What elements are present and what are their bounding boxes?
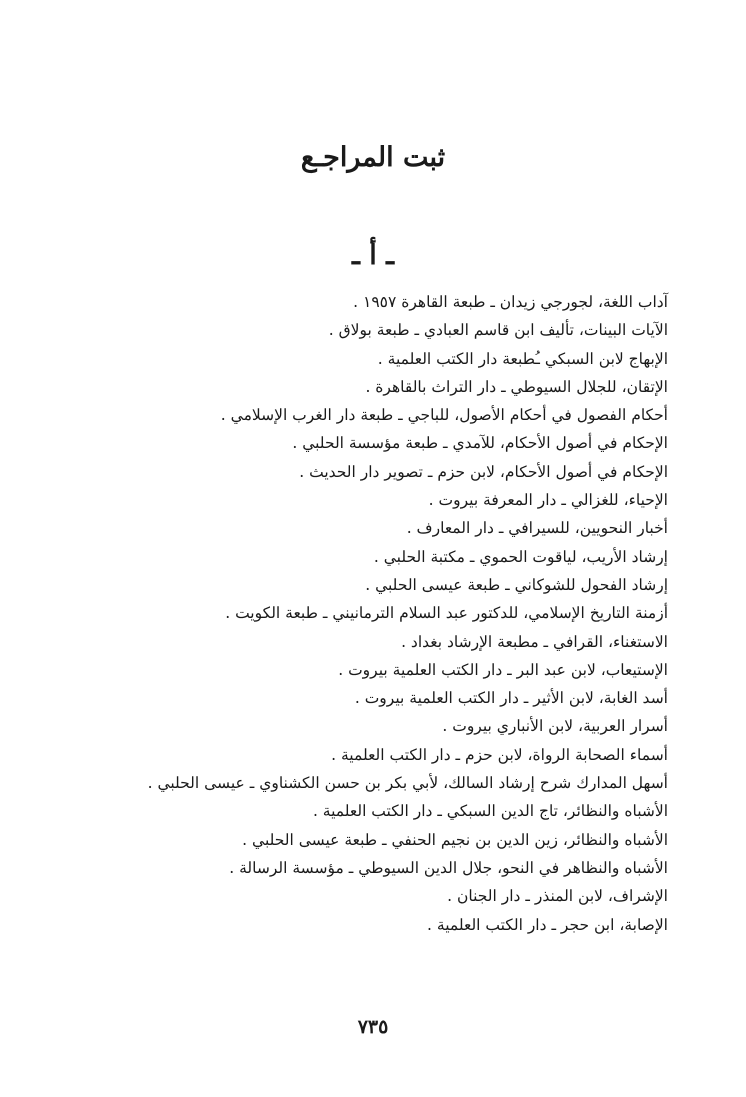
reference-entry: أحكام الفصول في أحكام الأصول، للباجي ـ طبعة دار الغرب الإسلامي . xyxy=(220,406,668,425)
section-letter-heading: ـ أ ـ xyxy=(351,240,395,271)
reference-entry: أسرار العربية، لابن الأنباري بيروت . xyxy=(442,717,668,736)
reference-entry: آداب اللغة، لجورجي زيدان ـ طبعة القاهرة ١٩٥٧ . xyxy=(353,293,668,311)
reference-entry: الاستغناء، القرافي ـ مطبعة الإرشاد بغداد . xyxy=(401,632,668,651)
reference-entry: الإحياء، للغزالي ـ دار المعرفة بيروت . xyxy=(428,491,668,510)
reference-entry: الإشراف، لابن المنذر ـ دار الجنان . xyxy=(447,887,668,906)
reference-entry: الأشباه والنظائر، تاج الدين السبكي ـ دار الكتب العلمية . xyxy=(312,802,668,821)
reference-entry: إرشاد الفحول للشوكاني ـ طبعة عيسى الحلبي . xyxy=(365,575,668,594)
reference-entry: الأشباه والنظاهر في النحو، جلال الدين السيوطي ـ مؤسسة الرسالة . xyxy=(229,858,668,877)
reference-entry: الآيات البينات، تأليف ابن قاسم العبادي ـ طبعة بولاق . xyxy=(328,321,668,340)
reference-entry: الإحكام في أصول الأحكام، للآمدي ـ طبعة مؤسسة الحلبي . xyxy=(292,434,668,453)
reference-entry: الإبهاج لابن السبكي ـُطبعة دار الكتب العلمية . xyxy=(377,349,668,368)
reference-entry: إرشاد الأريب، لياقوت الحموي ـ مكتبة الحلبي . xyxy=(373,547,668,566)
references-list xyxy=(68,288,668,939)
page-number: ٧٣٥ xyxy=(357,1016,389,1038)
reference-entry: أزمنة التاريخ الإسلامي، للدكتور عبد السلام الترمانيني ـ طبعة الكويت . xyxy=(225,604,668,623)
reference-entry: الأشباه والنظائر، زين الدين بن نجيم الحنفي ـ طبعة عيسى الحلبي . xyxy=(242,830,668,849)
reference-entry: أسد الغابة، لابن الأثير ـ دار الكتب العلمية بيروت . xyxy=(354,689,668,708)
reference-entry: أسهل المدارك شرح إرشاد السالك، لأبي بكر بن حسن الكشناوي ـ عيسى الحلبي . xyxy=(147,774,668,793)
reference-entry: الإتقان، للجلال السيوطي ـ دار التراث بالقاهرة . xyxy=(365,377,668,396)
reference-entry: أخبار النحويين، للسيرافي ـ دار المعارف . xyxy=(406,519,668,538)
page-title: ثبت المراجـع xyxy=(300,142,446,173)
reference-entry: الإحكام في أصول الأحكام، لابن حزم ـ تصوير دار الحديث . xyxy=(299,462,668,481)
reference-entry: أسماء الصحابة الرواة، لابن حزم ـ دار الكتب العلمية . xyxy=(331,745,668,764)
reference-entry: الإستيعاب، لابن عبد البر ـ دار الكتب العلمية بيروت . xyxy=(338,660,668,679)
reference-entry: الإصابة، ابن حجر ـ دار الكتب العلمية . xyxy=(427,915,668,934)
